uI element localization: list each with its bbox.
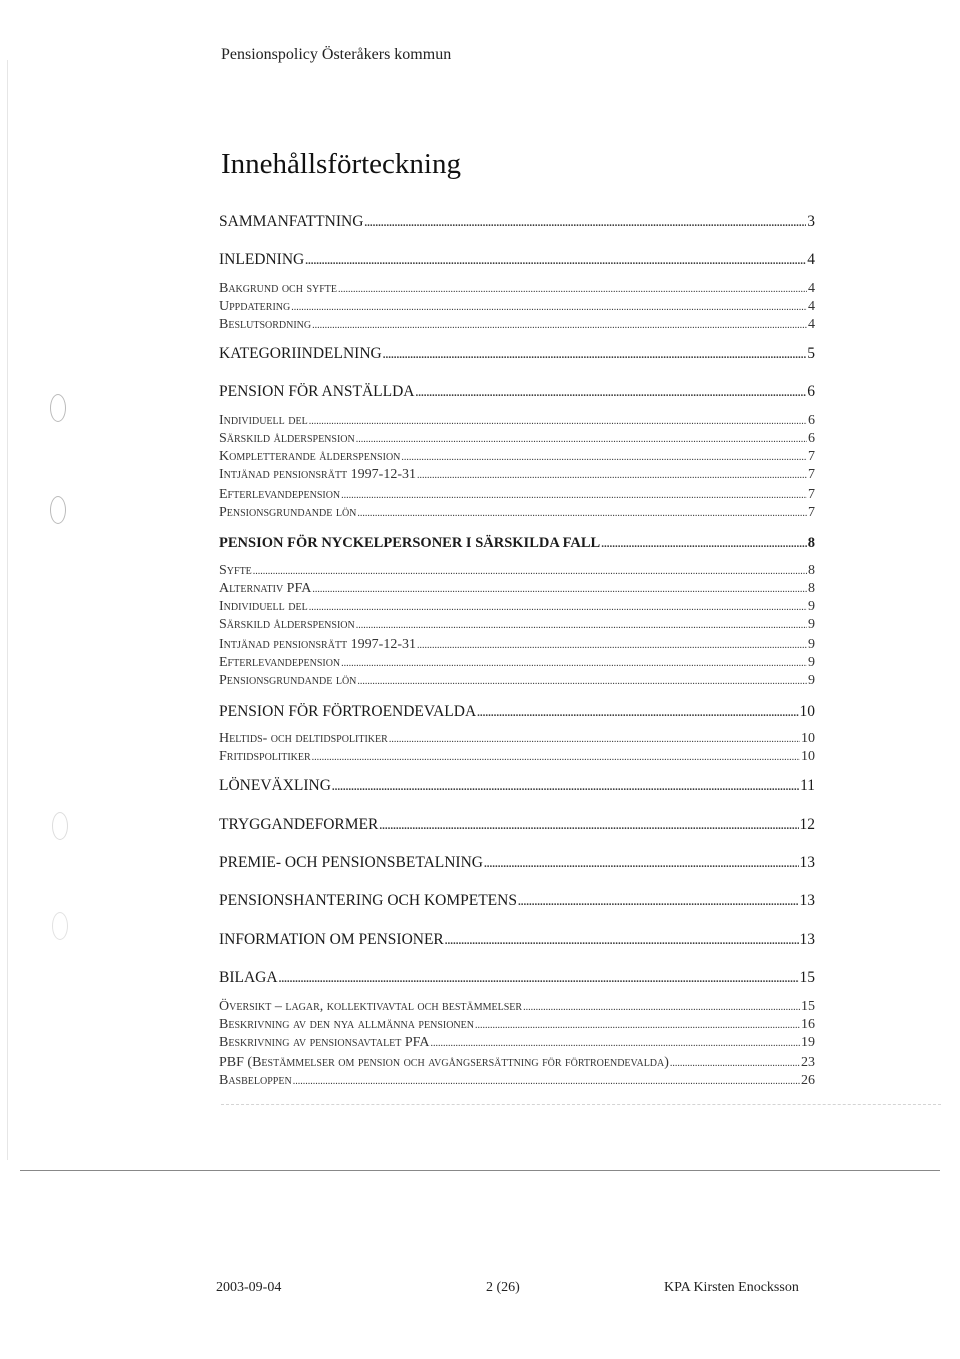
toc-subentry-sarskild-alderspension-2[interactable] xyxy=(219,617,815,633)
toc-entry-label: Heltids- och deltidspolitiker xyxy=(219,731,388,746)
toc-page-number: 23 xyxy=(801,1055,815,1070)
leader-dots xyxy=(601,538,807,550)
leader-dots xyxy=(291,302,807,313)
toc-entry-label: Basbeloppen xyxy=(219,1073,292,1088)
toc-page-number: 3 xyxy=(807,213,815,230)
toc-entry-tryggandeformer[interactable] xyxy=(219,816,815,834)
toc-entry-label: PENSION FÖR NYCKELPERSONER I SÄRSKILDA FALL xyxy=(219,535,601,551)
leader-dots xyxy=(341,658,807,669)
toc-subentry-fritidspolitiker[interactable] xyxy=(219,749,815,765)
toc-page-number: 8 xyxy=(808,581,815,596)
toc-entry-label: PENSIONSHANTERING OCH KOMPETENS xyxy=(219,892,517,909)
toc-page-number: 12 xyxy=(799,816,815,833)
leader-dots xyxy=(364,217,806,229)
toc-page-number: 7 xyxy=(808,487,815,502)
toc-entry-label: PENSION FÖR ANSTÄLLDA xyxy=(219,383,415,400)
toc-page-number: 5 xyxy=(807,345,815,362)
toc-page-number: 4 xyxy=(808,299,815,314)
leader-dots xyxy=(332,781,799,793)
toc-subentry-kompletterande[interactable] xyxy=(219,449,815,465)
toc-subentry-oversikt[interactable] xyxy=(219,999,815,1015)
leader-dots xyxy=(417,470,807,481)
toc-entry-label: Efterlevandepension xyxy=(219,655,341,670)
toc-entry-label: Särskild ålderspension xyxy=(219,617,355,632)
toc-subentry-heltids[interactable] xyxy=(219,731,815,747)
toc-subentry-beskrivning-allmanna[interactable] xyxy=(219,1017,815,1033)
toc-entry-label: Särskild ålderspension xyxy=(219,431,355,446)
leader-dots xyxy=(356,434,807,445)
leader-dots xyxy=(279,973,799,985)
toc-subentry-uppdatering[interactable] xyxy=(219,299,815,315)
toc-entry-label: Intjänad pensionsrätt 1997-12-31 xyxy=(219,467,416,482)
toc-page-number: 4 xyxy=(807,251,815,268)
toc-page-number: 19 xyxy=(801,1035,815,1050)
toc-page-number: 9 xyxy=(808,637,815,652)
leader-dots xyxy=(253,566,807,577)
leader-dots xyxy=(383,349,807,361)
toc-entry-sammanfattning[interactable] xyxy=(219,213,815,231)
leader-dots xyxy=(670,1058,800,1069)
toc-page-number: 16 xyxy=(801,1017,815,1032)
toc-entry-label: TRYGGANDEFORMER xyxy=(219,816,379,833)
leader-dots xyxy=(417,640,807,651)
toc-subentry-pbf[interactable] xyxy=(219,1055,815,1071)
toc-subentry-beslutsordning[interactable] xyxy=(219,317,815,333)
page-title: Innehållsförteckning xyxy=(221,148,461,180)
toc-entry-label: PREMIE- OCH PENSIONSBETALNING xyxy=(219,854,483,871)
toc-page-number: 9 xyxy=(808,599,815,614)
toc-entry-label: Efterlevandepension xyxy=(219,487,341,502)
toc-page-number: 13 xyxy=(799,931,815,948)
leader-dots xyxy=(312,584,807,595)
toc-subentry-syfte[interactable] xyxy=(219,563,815,579)
toc-page-number: 9 xyxy=(808,655,815,670)
toc-page-number: 6 xyxy=(807,383,815,400)
toc-page-number: 9 xyxy=(808,673,815,688)
toc-entry-label: LÖNEVÄXLING xyxy=(219,777,331,794)
toc-subentry-bakgrund[interactable] xyxy=(219,281,815,297)
leader-dots xyxy=(445,935,799,947)
leader-dots xyxy=(309,602,807,613)
toc-subentry-basbeloppen[interactable] xyxy=(219,1073,815,1089)
toc-subentry-efterlevandepension-2[interactable] xyxy=(219,655,815,671)
toc-entry-label: PBF (Bestämmelser om pension och avgångsersättning för förtroendevalda) xyxy=(219,1055,669,1070)
footer-page-number: 2 (26) xyxy=(486,1280,520,1295)
toc-subentry-intjanad[interactable] xyxy=(219,467,815,483)
toc-page-number: 6 xyxy=(808,413,815,428)
footer-date: 2003-09-04 xyxy=(216,1280,282,1295)
leader-dots xyxy=(341,490,807,501)
leader-dots xyxy=(357,508,807,519)
toc-entry-label: Individuell del xyxy=(219,599,308,614)
toc-entry-information[interactable] xyxy=(219,931,815,949)
toc-subentry-sarskild-alderspension[interactable] xyxy=(219,431,815,447)
toc-page-number: 10 xyxy=(801,731,815,746)
leader-dots xyxy=(305,255,806,267)
toc-subentry-pensionsgrundande[interactable] xyxy=(219,505,815,521)
toc-subentry-efterlevandepension[interactable] xyxy=(219,487,815,503)
leader-dots xyxy=(416,387,807,399)
toc-entry-label: Översikt – lagar, kollektivavtal och bestämmelser xyxy=(219,999,523,1014)
toc-entry-premie[interactable] xyxy=(219,854,815,872)
toc-entry-label: Alternativ PFA xyxy=(219,581,312,596)
toc-page-number: 13 xyxy=(799,892,815,909)
leader-dots xyxy=(475,1020,800,1031)
faint-divider xyxy=(221,1104,941,1105)
punch-hole-mark xyxy=(52,812,68,840)
toc-entry-kategoriindelning[interactable] xyxy=(219,345,815,363)
document-header: Pensionspolicy Österåkers kommun xyxy=(221,46,452,63)
toc-subentry-individuell-del[interactable] xyxy=(219,413,815,429)
toc-entry-label: Beslutsordning xyxy=(219,317,312,332)
toc-subentry-alternativ-pfa[interactable] xyxy=(219,581,815,597)
leader-dots xyxy=(312,752,800,763)
toc-entry-label: Beskrivning av pensionsavtalet PFA xyxy=(219,1035,430,1050)
toc-entry-label: Individuell del xyxy=(219,413,308,428)
toc-entry-label: INLEDNING xyxy=(219,251,305,268)
leader-dots xyxy=(431,1038,800,1049)
leader-dots xyxy=(312,320,807,331)
leader-dots xyxy=(293,1076,800,1087)
toc-entry-label: Kompletterande ålderspension xyxy=(219,449,401,464)
toc-page-number: 10 xyxy=(801,749,815,764)
footer-rule xyxy=(20,1170,940,1171)
toc-entry-fortroendevalda[interactable] xyxy=(219,703,815,721)
leader-dots xyxy=(338,284,807,295)
leader-dots xyxy=(518,896,799,908)
punch-hole-mark xyxy=(52,912,68,940)
toc-page-number: 8 xyxy=(808,563,815,578)
toc-entry-label: Syfte xyxy=(219,563,252,578)
toc-entry-inledning[interactable] xyxy=(219,251,815,269)
leader-dots xyxy=(356,620,807,631)
toc-entry-label: Beskrivning av den nya allmänna pensionen xyxy=(219,1017,474,1032)
toc-entry-label: Pensionsgrundande lön xyxy=(219,505,357,520)
scan-edge-line xyxy=(7,60,8,1160)
toc-entry-label: Bakgrund och syfte xyxy=(219,281,338,296)
leader-dots xyxy=(309,416,807,427)
toc-page-number: 4 xyxy=(808,317,815,332)
toc-page-number: 10 xyxy=(799,703,815,720)
toc-page-number: 9 xyxy=(808,617,815,632)
toc-subentry-pensionsgrundande-2[interactable] xyxy=(219,673,815,689)
leader-dots xyxy=(523,1002,800,1013)
toc-subentry-individuell-del-2[interactable] xyxy=(219,599,815,615)
leader-dots xyxy=(484,858,799,870)
toc-page-number: 26 xyxy=(801,1073,815,1088)
leader-dots xyxy=(379,820,798,832)
toc-page-number: 7 xyxy=(808,467,815,482)
toc-page-number: 7 xyxy=(808,449,815,464)
leader-dots xyxy=(357,676,807,687)
leader-dots xyxy=(389,734,800,745)
toc-entry-bilaga[interactable] xyxy=(219,969,815,987)
leader-dots xyxy=(477,707,798,719)
toc-entry-label: Uppdatering xyxy=(219,299,291,314)
toc-page-number: 11 xyxy=(800,777,815,794)
toc-page-number: 8 xyxy=(807,535,815,551)
toc-entry-label: SAMMANFATTNING xyxy=(219,213,364,230)
toc-entry-label: KATEGORIINDELNING xyxy=(219,345,382,362)
toc-entry-nyckelpersoner[interactable] xyxy=(219,535,815,552)
toc-entry-label: Intjänad pensionsrätt 1997-12-31 xyxy=(219,637,416,652)
toc-page-number: 7 xyxy=(808,505,815,520)
toc-page-number: 15 xyxy=(801,999,815,1014)
toc-entry-label: Pensionsgrundande lön xyxy=(219,673,357,688)
toc-entry-pension-anstallda[interactable] xyxy=(219,383,815,401)
toc-entry-pensionshantering[interactable] xyxy=(219,892,815,910)
toc-page-number: 4 xyxy=(808,281,815,296)
toc-page-number: 15 xyxy=(799,969,815,986)
toc-entry-label: INFORMATION OM PENSIONER xyxy=(219,931,444,948)
footer-author: KPA Kirsten Enocksson xyxy=(664,1280,799,1295)
punch-hole-mark xyxy=(50,394,66,422)
leader-dots xyxy=(401,452,807,463)
punch-hole-mark xyxy=(50,496,66,524)
toc-entry-label: BILAGA xyxy=(219,969,278,986)
toc-entry-label: PENSION FÖR FÖRTROENDEVALDA xyxy=(219,703,477,720)
toc-subentry-intjanad-2[interactable] xyxy=(219,637,815,653)
toc-subentry-beskrivning-pfa[interactable] xyxy=(219,1035,815,1051)
toc-entry-label: Fritidspolitiker xyxy=(219,749,311,764)
toc-page-number: 13 xyxy=(799,854,815,871)
toc-page-number: 6 xyxy=(808,431,815,446)
toc-entry-lonevaxling[interactable] xyxy=(219,777,815,795)
